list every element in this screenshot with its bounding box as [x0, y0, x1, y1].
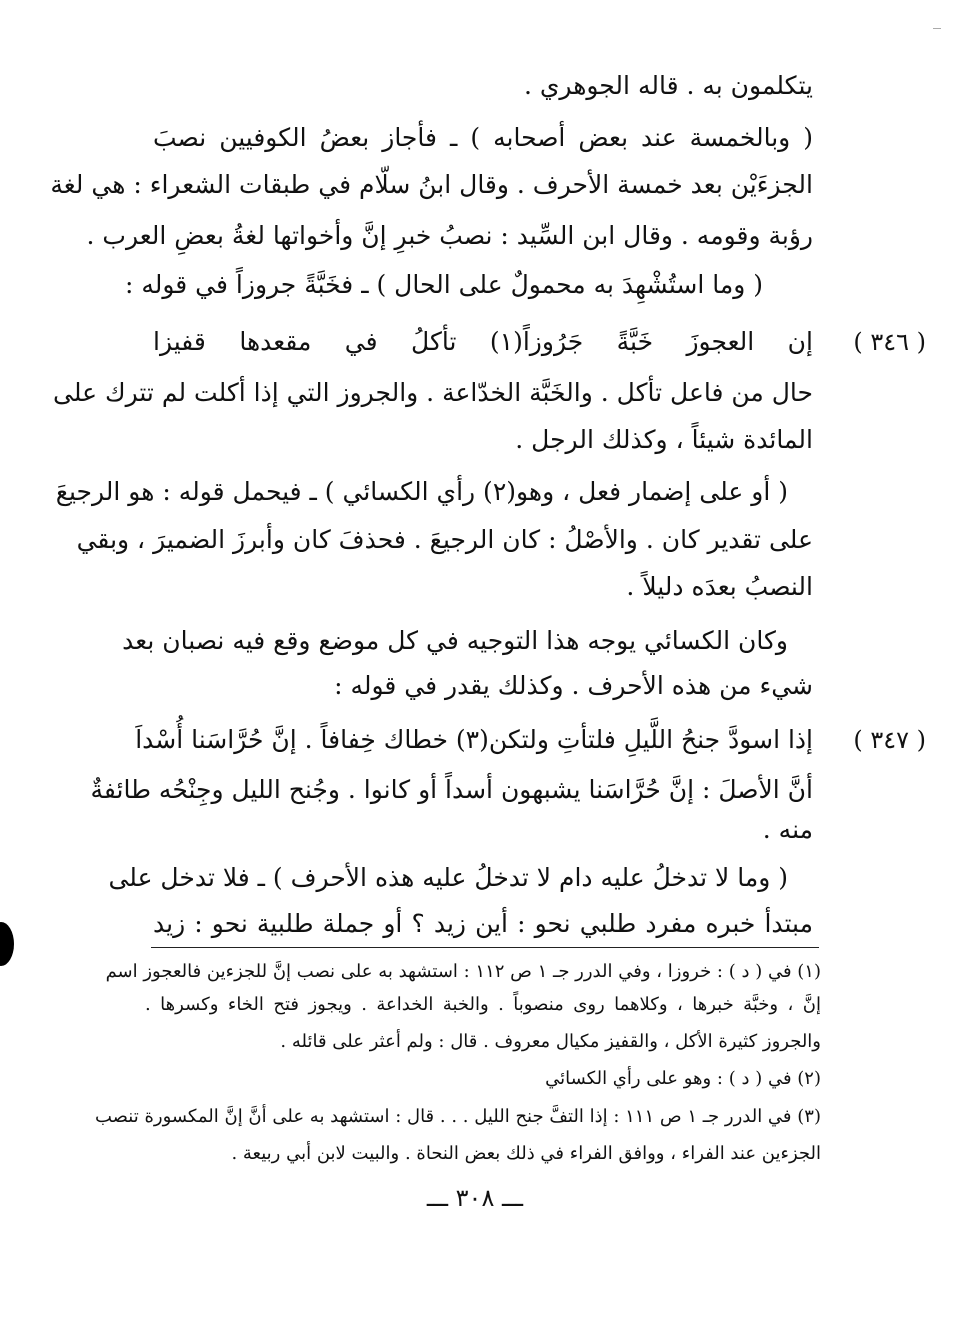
footnote-1-line-3: والجروز كثيرة الأكل ، والقفيز مكيال معروف . قال : ولم أعثر على قائله .: [280, 1031, 821, 1052]
verse-number-347: ( ٣٤٧ ): [853, 726, 926, 754]
text-line-10: على تقدير كان . والأصْلُ : كان الرجيعَ . فحذفَ كان وأبرزَ الضميرَ ، وبقي: [76, 525, 813, 554]
text-line-16: منه .: [762, 815, 813, 844]
page-number: ـــ ٣٠٨ ـــ: [426, 1184, 524, 1212]
text-line-1: يتكلمون به . قاله الجوهري .: [523, 71, 813, 100]
text-line-2: ( وبالخمسة عند بعض أصحابه ) ـ فأجاز بعضُ الكوفيين نصبَ: [153, 123, 813, 152]
footnote-3-line-1: (٣) في الدرر جـ ١ ص ١١١ : إذا التفَّ جنح الليل . . . قال : استشهد به على أنَّ إنَّ المكسورة تنصب: [95, 1106, 821, 1127]
text-line-4: رؤبة وقومه . وقال ابن السِّيد : نصبُ خبرِ إنَّ وأخواتها لغةُ بعضِ العرب .: [86, 221, 813, 250]
text-line-13: شيء من هذه الأحرف . وكذلك يقدر في قوله :: [334, 671, 813, 700]
text-line-17: ( وما لا تدخلُ عليه دام لا تدخلُ عليه هذه الأحرف ) ـ فلا تدخل على: [108, 863, 788, 892]
text-line-5: ( وما استُشْهِدَ به محمولٌ على الحال ) ـ فخَبَّةً جروزاً في قوله :: [124, 270, 763, 299]
footnote-separator: [151, 947, 819, 948]
text-line-11: النصبُ بعدَه دليلاً .: [626, 572, 813, 601]
verse-number-346: ( ٣٤٦ ): [853, 328, 926, 356]
scan-blot: [0, 922, 14, 966]
text-line-18: مبتدأ خبره مفرد طلبي نحو : أين زيد ؟ أو جملة طلبية نحو : زيد: [153, 909, 813, 938]
verse-347: إذا اسودَّ جنحُ اللَّيلِ فلتأتِ ولتكن(٣) خطاك خِفافاً . إنَّ حُرَّاسَنا أُسْداَ: [135, 725, 813, 754]
text-line-12: وكان الكسائي يوجه هذا التوجيه في كل موضع وقع فيه نصبان بعد: [122, 626, 788, 655]
footnote-1-line-2: إنَّ ، وخبَّة خبرها ، وكلاهما روى منصوباً . والخبة الخداعة . ويجوز فتح الخاء وكسرها .: [145, 994, 821, 1015]
text-line-9: ( أو على إضمار فعل ، وهو(٢) رأي الكسائي ) ـ فيحمل قوله : هو الرجيعَ: [55, 477, 788, 506]
text-line-3: الجزءَيْن بعد خمسة الأحرف . وقال ابنُ سلّام في طبقات الشعراء : هي لغة: [50, 170, 813, 199]
corner-mark: [933, 28, 941, 29]
text-line-8: المائدة شيئاً ، وكذلك الرجل .: [515, 425, 813, 454]
text-line-15: أنَّ الأصلَ : إنَّ حُرَّاسَنا يشبهون أسداً أو كانوا . وجُنح الليل وجِنْحُه طائفةٌ: [90, 775, 813, 804]
verse-346: إن العجوزَ خَبَّةً جَرُوزاً(١) تأكلُ في مقعدها قفيزا: [153, 327, 813, 356]
text-line-7: حال من فاعل تأكل . والخَبَّة الخدّاعة . والجروز التي إذا أكلت لم تترك على: [53, 378, 813, 407]
footnote-1-line-1: (١) في ( د ) : خروزا ، وفي الدرر جـ ١ ص ١١٢ : استشهد به على نصب إنَّ للجزءين فالعجوز اسم: [105, 961, 821, 982]
footnote-2: (٢) في ( د ) : وهو على رأي الكسائي: [545, 1068, 821, 1089]
footnote-3-line-2: الجزءين عند الفراء ، ووافق الفراء في ذلك بعض النحاة . والبيت لابن أبي ربيعة .: [231, 1143, 821, 1164]
